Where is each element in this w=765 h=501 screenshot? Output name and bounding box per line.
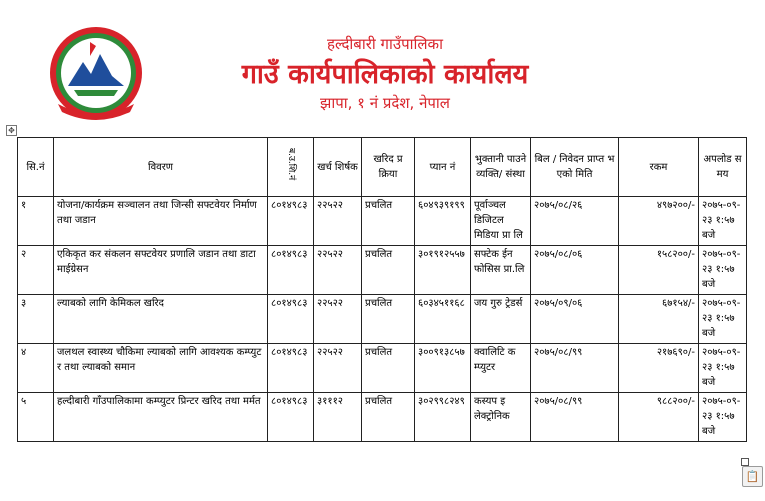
header-expense-heading: खर्च शिर्षक (314, 138, 362, 197)
header-bill-date: बिल / निवेदन प्राप्त भएको मिति (531, 138, 619, 197)
cell-budget-code: ८०१४९८३ (268, 246, 314, 295)
cell-budget-code: ८०१४९८३ (268, 344, 314, 393)
cell-expense-heading: ३१११२ (314, 393, 362, 442)
cell-payee: कस्यप इलेक्ट्रोनिक (471, 393, 531, 442)
cell-upload: २०७५-०९-२३ १:५७ बजे (699, 197, 747, 246)
municipality-name: हल्दीबारी गाउँपालिका (327, 35, 443, 53)
cell-process: प्रचलित (362, 295, 415, 344)
header-sn: सि.नं (18, 138, 54, 197)
cell-process: प्रचलित (362, 344, 415, 393)
cell-sn: ५ (18, 393, 54, 442)
cell-date: २०७५/०८/९९ (531, 393, 619, 442)
table-row (18, 295, 747, 344)
cell-budget-code: ८०१४९८३ (268, 393, 314, 442)
expense-table (17, 137, 747, 442)
cell-expense-heading: २२५२२ (314, 246, 362, 295)
cell-description: जलथल स्वास्थ्य चौकिमा ल्याबको लागि आवश्यक कम्प्युटर तथा ल्याबको समान (54, 344, 268, 393)
cell-date: २०७५/०८/२६ (531, 197, 619, 246)
cell-expense-heading: २२५२२ (314, 295, 362, 344)
cell-budget-code: ८०१४९८३ (268, 197, 314, 246)
office-title: गाउँ कार्यपालिकाको कार्यालय (241, 59, 529, 90)
cell-pan: ३०१९१२५५७ (415, 246, 471, 295)
cell-process: प्रचलित (362, 197, 415, 246)
cell-description: हल्दीबारी गाँउपालिकामा कम्प्युटर प्रिन्टर खरिद तथा मर्मत (54, 393, 268, 442)
move-icon[interactable]: ✥ (6, 125, 17, 136)
cell-description: ल्याबको लागि केमिकल खरिद (54, 295, 268, 344)
cell-upload: २०७५-०९-२३ १:५७ बजे (699, 295, 747, 344)
cell-upload: २०७५-०९-२३ १:५७ बजे (699, 393, 747, 442)
header-pan: प्यान नं (415, 138, 471, 197)
cell-pan: ६०३४५११६८ (415, 295, 471, 344)
cell-sn: ३ (18, 295, 54, 344)
cell-sn: १ (18, 197, 54, 246)
cell-sn: ४ (18, 344, 54, 393)
cell-date: २०७५/०८/९९ (531, 344, 619, 393)
paste-options-icon[interactable]: 📋 (742, 466, 763, 487)
header-budget-code (268, 138, 314, 197)
header-amount: रकम (619, 138, 699, 197)
cell-pan: ३०२९९८२४९ (415, 393, 471, 442)
cell-process: प्रचलित (362, 393, 415, 442)
cell-amount: ६७१५४/- (619, 295, 699, 344)
header-budget-code-text: ब.उ.शि.नं (286, 148, 296, 181)
table-row (18, 246, 747, 295)
cell-amount: ४९७२००/- (619, 197, 699, 246)
table-row (18, 344, 747, 393)
cell-payee: जय गुरु ट्रेडर्स (471, 295, 531, 344)
cell-expense-heading: २२५२२ (314, 197, 362, 246)
table-row (18, 197, 747, 246)
header-purchase-process: खरिद प्रक्रिया (362, 138, 415, 197)
cell-process: प्रचलित (362, 246, 415, 295)
cell-description: एकिकृत कर संकलन सफ्टवेयर प्रणालि जडान तथा डाटा माईग्रेसन (54, 246, 268, 295)
cell-upload: २०७५-०९-२३ १:५७ बजे (699, 344, 747, 393)
cell-pan: ६०४९३९१९९ (415, 197, 471, 246)
cell-amount: ९८८२००/- (619, 393, 699, 442)
nepal-emblem-icon (38, 24, 154, 122)
cell-payee: सफ्टेक ईनफोसिस प्रा.लि (471, 246, 531, 295)
cell-budget-code: ८०१४९८३ (268, 295, 314, 344)
cell-date: २०७५/०९/०६ (531, 295, 619, 344)
cell-expense-heading: २२५२२ (314, 344, 362, 393)
table-row (18, 393, 747, 442)
table-header-row (18, 138, 747, 197)
cell-sn: २ (18, 246, 54, 295)
header-payee: भुक्तानी पाउने व्यक्ति/ संस्था (471, 138, 531, 197)
cell-description: योजना/कार्यक्रम सञ्चालन तथा जिन्सी सफ्टवेयर निर्माण तथा जडान (54, 197, 268, 246)
cell-pan: ३००९१३८५७ (415, 344, 471, 393)
header-upload-time: अपलोड समय (699, 138, 747, 197)
office-address: झापा, १ नं प्रदेश, नेपाल (320, 94, 450, 112)
cell-payee: पूर्वाञ्चल डिजिटल मिडिया प्रा लि (471, 197, 531, 246)
cell-payee: क्वालिटि कम्प्युटर (471, 344, 531, 393)
cell-amount: १५८२००/- (619, 246, 699, 295)
header-description: विवरण (54, 138, 268, 197)
cell-date: २०७५/०८/०६ (531, 246, 619, 295)
resize-icon[interactable] (741, 458, 749, 466)
cell-amount: २१७६९०/- (619, 344, 699, 393)
cell-upload: २०७५-०९-२३ १:५७ बजे (699, 246, 747, 295)
